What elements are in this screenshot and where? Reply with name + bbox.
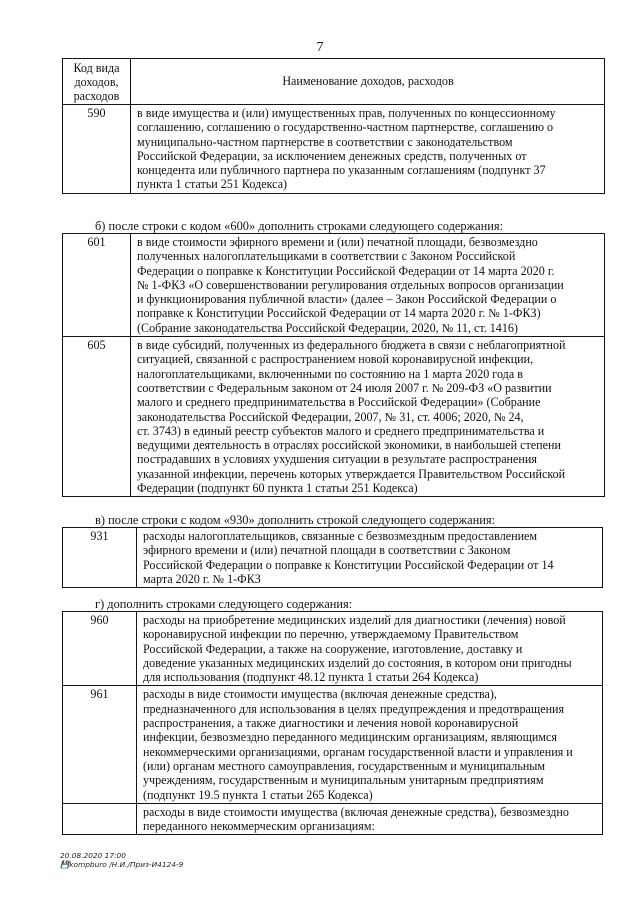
text-line: Российской Федерации о поправке к Конституции Российской Федерации от 14 [143,557,554,572]
footer-date: 20.08.2020 17:00 [60,851,126,860]
text-line: марта 2020 г. № 1-ФКЗ [143,571,261,586]
section-v-table [62,527,603,588]
file-icon: 💾 [60,860,70,869]
text-line: Российской Федерации, а также на сооружение, изготовление, доставку и [143,641,523,656]
text-line: расходы налогоплательщиков, связанные с безвозмездным предоставлением [143,529,538,543]
row-text [137,528,603,588]
text-line: пострадавших в условиях ухудшения ситуации в результате распространения [137,452,537,467]
text-line: в виде стоимости эфирного времени и (или) печатной площади, безвозмездно [137,235,538,249]
text-line: для использования (подпункт 48.12 пункта 1 статьи 264 Кодекса) [143,670,479,685]
text-line: (или) органам местного самоуправления, государственным и муниципальным [143,758,546,773]
text-line: в виде субсидий, полученных из федерального бюджета в связи с неблагоприятной [137,338,566,353]
section-g-table [62,611,603,835]
text-line: ситуацией, связанной с распространением новой коронавирусной инфекции, [137,352,534,367]
text-line: соответствии с Федеральным законом от 24 июля 2007 г. № 209-ФЗ «О развитии [137,380,552,395]
text-line: малого и среднего предпринимательства в Российской Федерации» (Собрание [137,395,541,410]
table-row [63,337,605,497]
text-line: ведущими деятельность в отраслях российской экономики, в наибольшей степени [137,438,561,453]
footer [60,851,183,869]
row-code: 931 [63,528,137,588]
text-line: Федерации о поправке к Конституции Российской Федерации от 14 марта 2020 г. [137,263,555,278]
text-line: распространения, а также диагностики и лечения новой коронавирусной [143,716,519,731]
text-line: законодательства Российской Федерации, 2007, № 31, ст. 4006; 2020, № 24, [137,409,524,424]
text-line: указанной инфекции, перечень которых утверждается Правительством Российской [137,466,566,481]
text-line: эфирного времени и (или) печатной площади в соответствии с Законом [143,543,511,558]
text-line: расходы на приобретение медицинских изделий для диагностики (лечения) новой [143,613,566,627]
table-row [63,686,603,803]
text-line: полученных налогоплательщиками в соответствии с Законом Российской [137,249,516,264]
text-line: муниципально-частном партнерстве в соответствии с законодательством [137,134,513,149]
row-code: 605 [63,337,131,497]
row-text [137,612,603,686]
text-line: расходы в виде стоимости имущества (включая денежные средства), безвозмездно [143,804,569,819]
row-code [63,803,137,835]
text-line: Федерации (подпункт 60 пункта 1 статьи 251 Кодекса) [137,481,418,496]
header-code-line: расходов [73,89,120,103]
row-text [131,105,605,194]
row-code: 601 [63,234,131,337]
text-line: в виде имущества и (или) имущественных прав, полученных по концессионному [137,106,556,120]
text-line: некоммерческими организациями, органам государственной власти и управления и [143,744,573,759]
text-line: ст. 3743) в единый реестр субъектов малого и среднего предпринимательства и [137,423,545,438]
section-v-intro: в) после строки с кодом «930» дополнить строкой следующего содержания: [95,513,496,527]
text-line: инфекции, безвозмездно переданного медицинским организациям, являющимся [143,730,557,745]
text-line: предназначенного для использования в целях предупреждения и предотвращения [143,701,565,716]
text-line: (Собрание законодательства Российской Федерации, 2020, № 11, ст. 1416) [137,320,518,335]
row-text [131,337,605,497]
section-g-intro: г) дополнить строками следующего содержания: [95,597,353,611]
text-line: (подпункт 19.5 пункта 1 статьи 265 Кодекса) [143,787,373,802]
text-line: соглашению, соглашению о государственно-частном партнерстве, соглашению о [137,120,554,135]
footer-path [60,860,183,869]
row-text [131,234,605,337]
text-line: налогоплательщиками, включенными по состоянию на 1 марта 2020 года в [137,366,523,381]
text-line: поправке к Конституции Российской Федерации от 14 марта 2020 г. № 1-ФКЗ) [137,306,541,321]
footer-path-text: kompburo /Н.И./Приз-И4124-9 [69,860,184,869]
text-line: переданного некоммерческим организациям: [143,819,375,834]
section-b-intro: б) после строки с кодом «600» дополнить строками следующего содержания: [95,219,504,233]
text-line: учреждениям, государственным и муниципальным унитарным предприятиям [143,773,544,788]
text-line: коронавирусной инфекции по перечню, утверждаемому Правительством [143,627,519,642]
header-code-cell [63,59,131,105]
table-row [63,803,603,835]
table-row [63,612,603,686]
row-text [137,803,603,835]
row-code: 961 [63,686,137,803]
table-row [63,105,605,194]
page-number: 7 [316,40,324,55]
table-row [63,234,605,337]
header-name-cell: Наименование доходов, расходов [131,59,605,105]
text-line: пункта 1 статьи 251 Кодекса) [137,177,288,192]
header-code-line: Код вида [73,61,120,75]
table-row [63,528,603,588]
text-line: концедента или публичного партнера по указанным соглашениям (подпункт 37 [137,163,546,178]
text-line: доведение указанных медицинских изделий до состояния, в котором они пригодны [143,655,572,670]
row-text [137,686,603,803]
text-line: расходы в виде стоимости имущества (включая денежные средства), [143,687,497,702]
income-expense-table-top [62,58,605,194]
text-line: и функционирования публичной власти» (далее – Закон Российской Федерации о [137,292,557,307]
section-b-table [62,233,605,497]
header-code-line: доходов, [74,75,119,89]
table-header-row [63,59,605,105]
text-line: № 1-ФКЗ «О совершенствовании регулирования отдельных вопросов организации [137,277,564,292]
text-line: Российской Федерации, за исключением денежных средств, полученных от [137,148,527,163]
row-code: 960 [63,612,137,686]
row-code: 590 [63,105,131,194]
